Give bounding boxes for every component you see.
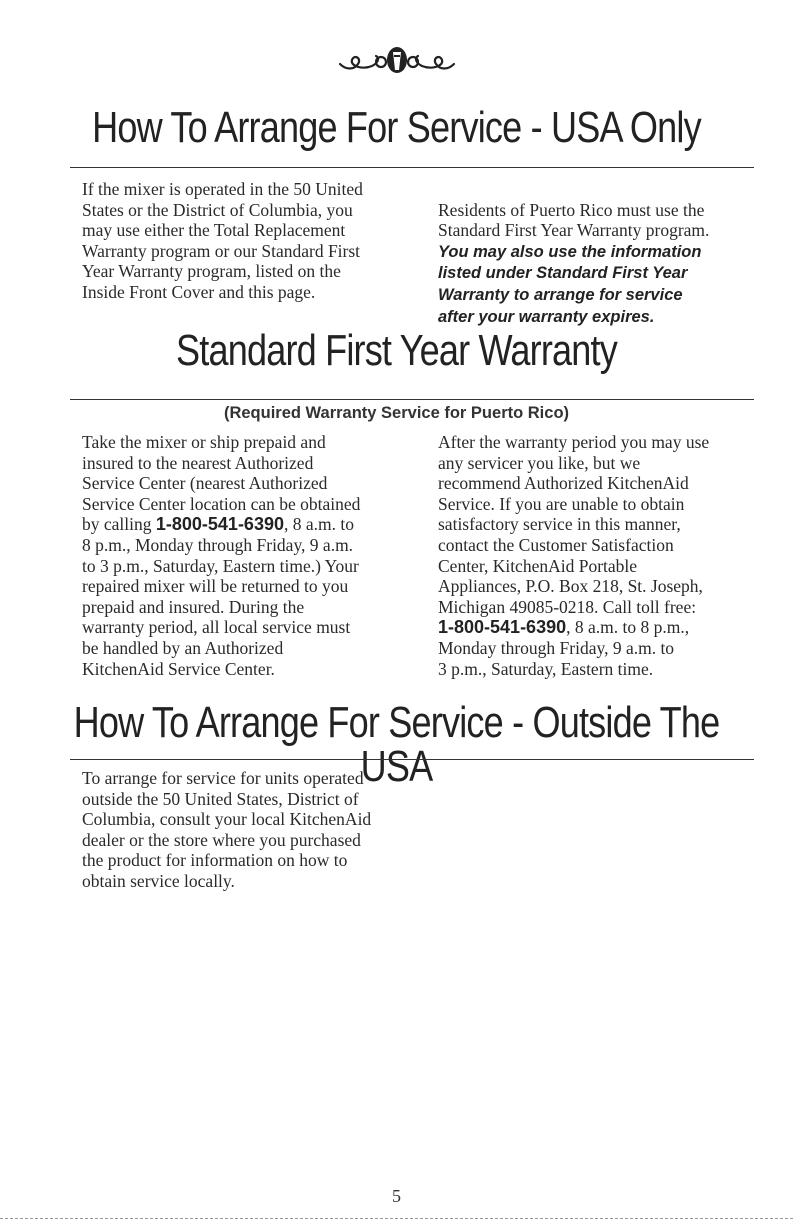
- usa-right-paragraph: [438, 179, 758, 327]
- footer-divider: [0, 1218, 793, 1219]
- outside-usa-paragraph: To arrange for service for units operated outside the 50 United States, District of Columbia, consult your local KitchenAid dealer or the store where you purchased the product for information on how to obtain service locally.: [82, 768, 372, 891]
- standard-warranty-heading: Standard First Year Warranty: [176, 326, 617, 375]
- usa-rule: [70, 167, 754, 168]
- standard-right-text: After the warranty period you may use any servicer you like, but we recommend Authorized KitchenAid Service. If you are unable to obtain satisfactory service in this manner, contact the Customer Satisfaction Center, KitchenAid Portable Appliances, P.O. Box 218, St. Joseph, Michigan 49085-0218. Call toll free:: [438, 432, 710, 617]
- standard-right-text-cont: , 8 a.m. to 8 p.m., Monday through Friday, 9 a.m. to 3 p.m., Saturday, Eastern time.: [438, 617, 690, 679]
- puerto-rico-text: Residents of Puerto Rico must use the Standard First Year Warranty program.: [438, 199, 710, 241]
- outside-usa-heading: How To Arrange For Service - Outside The USA: [73, 698, 720, 791]
- phone-number: 1-800-541-6390: [155, 514, 284, 535]
- standard-left-text: Take the mixer or ship prepaid and insured to the nearest Authorized Service Center (nearest Authorized Service Center location can be obtained by calling: [82, 432, 361, 535]
- phone-number: 1-800-541-6390: [438, 617, 567, 638]
- usa-heading: How To Arrange For Service - USA Only: [92, 103, 701, 152]
- standard-rule: [70, 399, 754, 400]
- standard-left-paragraph: [82, 432, 432, 679]
- usa-left-paragraph: If the mixer is operated in the 50 United States or the District of Columbia, you may use either the Total Replacement Warranty program or our Standard First Year Warranty program, listed on the Inside Front Cover and this page.: [82, 179, 363, 302]
- standard-right-paragraph: [438, 432, 758, 679]
- standard-left-text-cont: , 8 a.m. to 8 p.m., Monday through Friday, 9 a.m. to 3 p.m., Saturday, Eastern time.) Your repaired mixer will be returned to you prepaid and insured. During the warranty period, all local service must be handled by an Authorized KitchenAid Service Center.: [82, 514, 359, 679]
- outside-rule: [70, 759, 754, 760]
- standard-subheading: (Required Warranty Service for Puerto Rico): [223, 404, 570, 422]
- kitchenaid-flourish-logo: [0, 40, 793, 80]
- warranty-expiry-note: You may also use the information listed under Standard First Year Warranty to arrange for service after your warranty expires.: [438, 242, 702, 326]
- flourish-icon: [332, 40, 462, 80]
- page-number: 5: [392, 1186, 401, 1206]
